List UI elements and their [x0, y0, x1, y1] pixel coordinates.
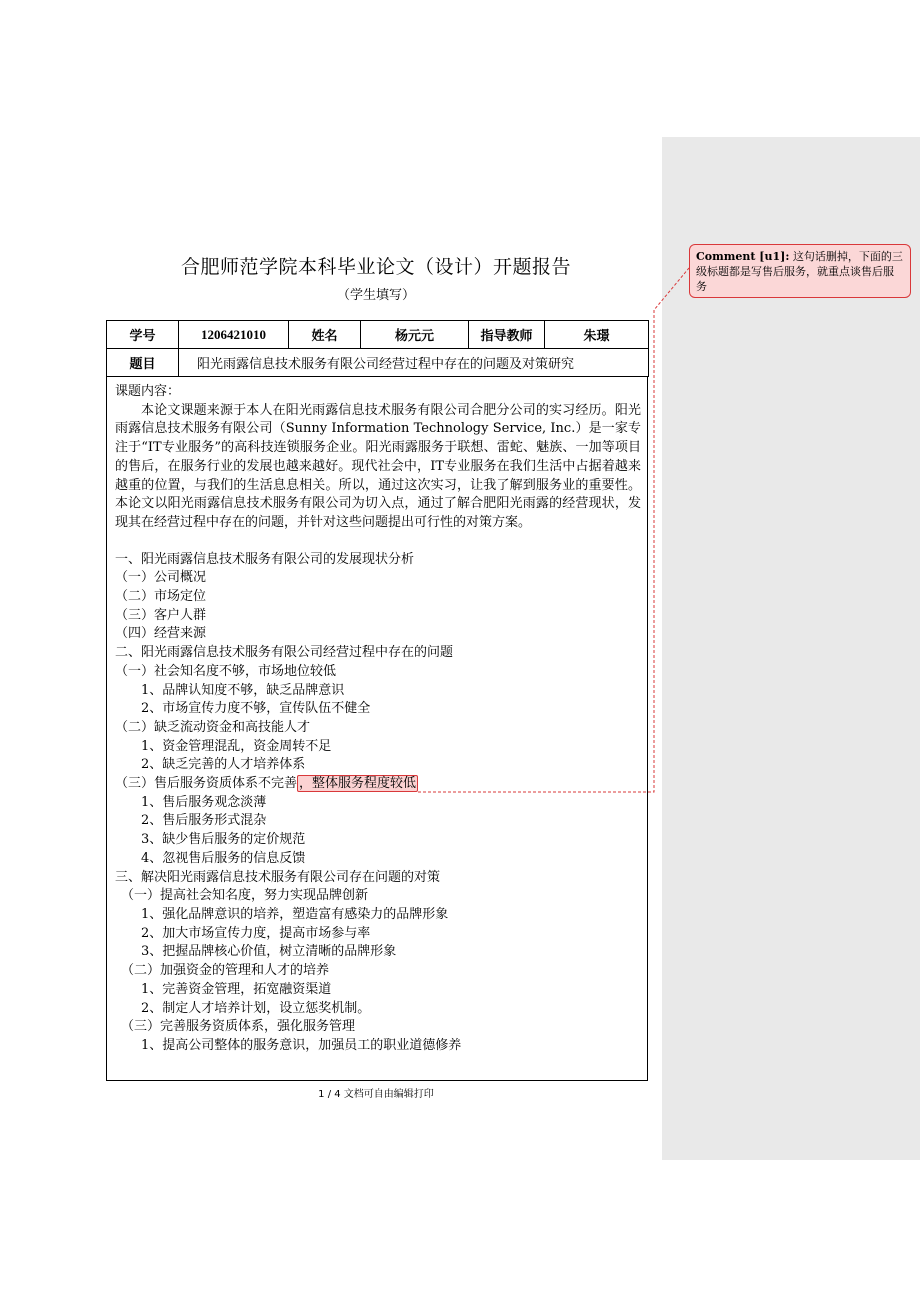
comment-balloon[interactable] — [689, 244, 911, 298]
outline-list — [115, 551, 641, 775]
comment-author: Comment [u1]: — [696, 250, 790, 263]
outline-item: 1、强化品牌意识的培养，塑造富有感染力的品牌形象 — [141, 906, 449, 922]
info-table — [106, 320, 649, 377]
outline-item: （三）完善服务资质体系，强化服务管理 — [121, 1019, 356, 1035]
student-id-value[interactable]: 1206421010 — [179, 321, 289, 349]
advisor-value[interactable]: 朱璟 — [545, 321, 649, 349]
outline-item: （二）加强资金的管理和人才的培养 — [121, 963, 330, 979]
info-row — [107, 321, 649, 349]
intro-paragraph: 本论文课题来源于本人在阳光雨露信息技术服务有限公司合肥分公司的实习经历。阳光雨露信息技术服务有限公司（Sunny Information Technology Service, Inc.）是一家专注于“IT专业服务”的高科技连锁服务企业。阳光雨露服务于联想、雷蛇、魅族、一加等项目的售后，在服务行业的发展也越来越好。现代社会中，IT专业服务在我们生活中占据着越来越重的位置，与我们的生活息息相关。所以，通过这次实习，让我了解到服务业的重要性。本论文以阳光雨露信息技术服务有限公司为切入点，通过了解合肥阳光雨露的经营现状，发现其在经营过程中存在的问题，并针对这些问题提出可行性的对策方案。 — [115, 402, 641, 530]
outline-item: 一、阳光雨露信息技术服务有限公司的发展现状分析 — [115, 551, 415, 567]
name-value[interactable]: 杨元元 — [361, 321, 469, 349]
content-cell[interactable] — [106, 377, 648, 1081]
comment-text: 这句话删掉，下面的三级标题都是写售后服务，就重点谈售后服务 — [696, 250, 903, 293]
document-title: 合肥师范学院本科毕业论文（设计）开题报告 — [180, 256, 571, 278]
advisor-label: 指导教师 — [469, 321, 545, 349]
commented-outline-line — [115, 775, 641, 794]
name-label: 姓名 — [289, 321, 361, 349]
outline-item: （二）缺乏流动资金和高技能人才 — [115, 719, 311, 735]
page-footer: 1 / 4 文档可自由编辑打印 — [318, 1089, 434, 1100]
outline-item: 2、市场宣传力度不够，宣传队伍不健全 — [141, 701, 371, 717]
outline-item: 1、资金管理混乱，资金周转不足 — [141, 738, 332, 754]
outline-item: 1、提高公司整体的服务意识，加强员工的职业道德修养 — [141, 1037, 462, 1053]
outline-item: 3、缺少售后服务的定价规范 — [141, 832, 306, 848]
outline-item: 2、加大市场宣传力度，提高市场参与率 — [141, 925, 371, 941]
outline-item: （一）提高社会知名度，努力实现品牌创新 — [121, 888, 369, 904]
outline-item: 2、售后服务形式混杂 — [141, 813, 267, 829]
outline-item: （四）经营来源 — [115, 626, 207, 642]
outline-item: （一）社会知名度不够，市场地位较低 — [115, 663, 337, 679]
outline-item: （二）市场定位 — [115, 589, 207, 605]
commented-line-prefix: （三）售后服务资质体系不完善 — [115, 776, 298, 792]
comment-highlight[interactable]: ，整体服务程度较低 — [299, 776, 417, 792]
outline-item: 二、阳光雨露信息技术服务有限公司经营过程中存在的问题 — [115, 645, 454, 661]
outline-item: 3、把握品牌核心价值，树立清晰的品牌形象 — [141, 944, 397, 960]
outline-item: 1、品牌认知度不够，缺乏品牌意识 — [141, 682, 345, 698]
topic-label: 题目 — [107, 349, 179, 377]
outline-item: 2、缺乏完善的人才培养体系 — [141, 757, 306, 773]
document-subtitle: （学生填写） — [336, 288, 415, 303]
outline-item: 2、制定人才培养计划，设立惩奖机制。 — [141, 1000, 371, 1016]
outline-list-continued — [115, 794, 641, 1056]
outline-item: 4、忽视售后服务的信息反馈 — [141, 850, 306, 866]
content-heading: 课题内容： — [115, 384, 181, 399]
outline-item: 三、解决阳光雨露信息技术服务有限公司存在问题的对策 — [115, 869, 441, 885]
student-id-label: 学号 — [107, 321, 179, 349]
outline-item: （一）公司概况 — [115, 570, 207, 586]
outline-item: 1、完善资金管理，拓宽融资渠道 — [141, 981, 332, 997]
topic-value[interactable]: 阳光雨露信息技术服务有限公司经营过程中存在的问题及对策研究 — [179, 349, 649, 377]
topic-row — [107, 349, 649, 377]
outline-item: （三）客户人群 — [115, 607, 207, 623]
outline-item: 1、售后服务观念淡薄 — [141, 794, 267, 810]
